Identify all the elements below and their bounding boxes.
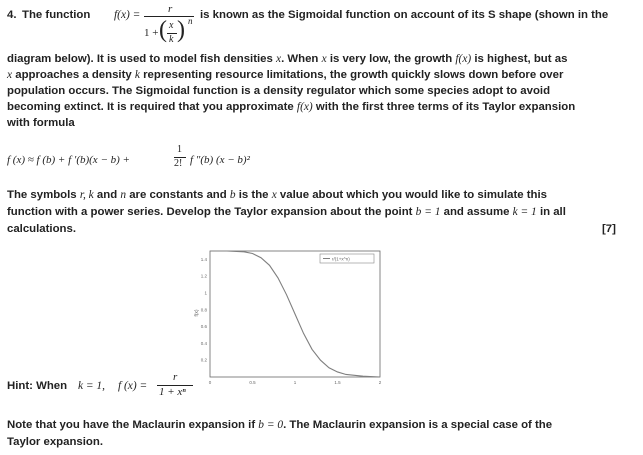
y-tick-label: 0.8 — [200, 307, 207, 313]
p1-line4: becoming extinct. It is required that you approximate f(x) with the first three terms of its Taylor expansion — [7, 101, 576, 113]
intro-lead: The function — [22, 9, 91, 21]
fraction-one-plus: 1 + — [144, 27, 159, 39]
exponent-n: n — [188, 16, 193, 26]
taylor-frac — [174, 144, 186, 174]
fraction-bar — [144, 16, 194, 17]
p2-line3: calculations. — [7, 223, 77, 235]
fraction-numerator: r — [168, 3, 173, 15]
taylor-frac-den: 2! — [174, 158, 183, 169]
legend — [320, 254, 374, 263]
hint-k: k = 1, — [78, 380, 105, 392]
question-number: 4. — [7, 9, 17, 21]
note-line1: Note that you have the Maclaurin expansion if b = 0. The Maclaurin expansion is a special case of the — [7, 419, 553, 431]
inner-k: k — [169, 34, 174, 45]
p1-line2: x approaches a density k representing resource limitations, the growth quickly slows down before over — [7, 69, 564, 81]
intro-fx: f(x) = — [114, 9, 141, 21]
p2-line1: The symbols r, k and n are constants and b is the x value about which you would like to simulate this — [7, 189, 548, 201]
y-tick-label: 0.4 — [200, 340, 207, 346]
y-tick-label: 1.2 — [200, 273, 207, 279]
inner-x: x — [169, 20, 174, 31]
y-tick-label: 1.4 — [200, 256, 207, 262]
hint-den: 1 + xⁿ — [159, 386, 186, 398]
note-line2: Taylor expansion. — [7, 436, 104, 448]
x-tick-label: 1 — [293, 380, 297, 385]
taylor-formula-b: f ″(b) (x − b)² — [190, 154, 250, 166]
sigmoid-fraction — [144, 0, 196, 54]
paren-left: ( — [159, 17, 167, 43]
y-tick-label: 0.6 — [200, 324, 207, 330]
legend-label: r/(1+x^n) — [332, 256, 350, 262]
p1-line3: population occurs. The Sigmoidal function is a density regulator which some species adopt to avoid — [7, 85, 551, 97]
y-tick-label: 1 — [204, 290, 207, 296]
y-axis-label: f(x) — [194, 309, 200, 317]
x-tick-label: 2 — [378, 380, 382, 385]
p1-line5: with formula — [7, 117, 75, 129]
hint-num: r — [173, 371, 178, 383]
marks: [7] — [602, 223, 616, 235]
x-tick-label: 1.5 — [334, 380, 341, 385]
paren-right: ) — [177, 17, 185, 43]
hint-fraction — [157, 371, 195, 403]
hint-lead: Hint: When — [7, 380, 68, 392]
taylor-frac-num: 1 — [177, 144, 182, 155]
taylor-formula-a: f (x) ≈ f (b) + f ′(b)(x − b) + — [7, 154, 130, 166]
x-tick-label: 0.5 — [249, 380, 256, 385]
sigmoid-chart — [190, 243, 390, 391]
p1-line1: diagram below). It is used to model fish densities x. When x is very low, the growth f(x) is highest, but as — [7, 53, 568, 65]
x-tick-label: 0 — [208, 380, 212, 385]
y-tick-label: 0.2 — [200, 357, 207, 363]
intro-tail: is known as the Sigmoidal function on account of its S shape (shown in the — [200, 9, 609, 21]
hint-fx: f (x) = — [118, 380, 148, 392]
p2-line2: function with a power series. Develop the Taylor expansion about the point b = 1 and assume k = 1 in all — [7, 206, 566, 218]
